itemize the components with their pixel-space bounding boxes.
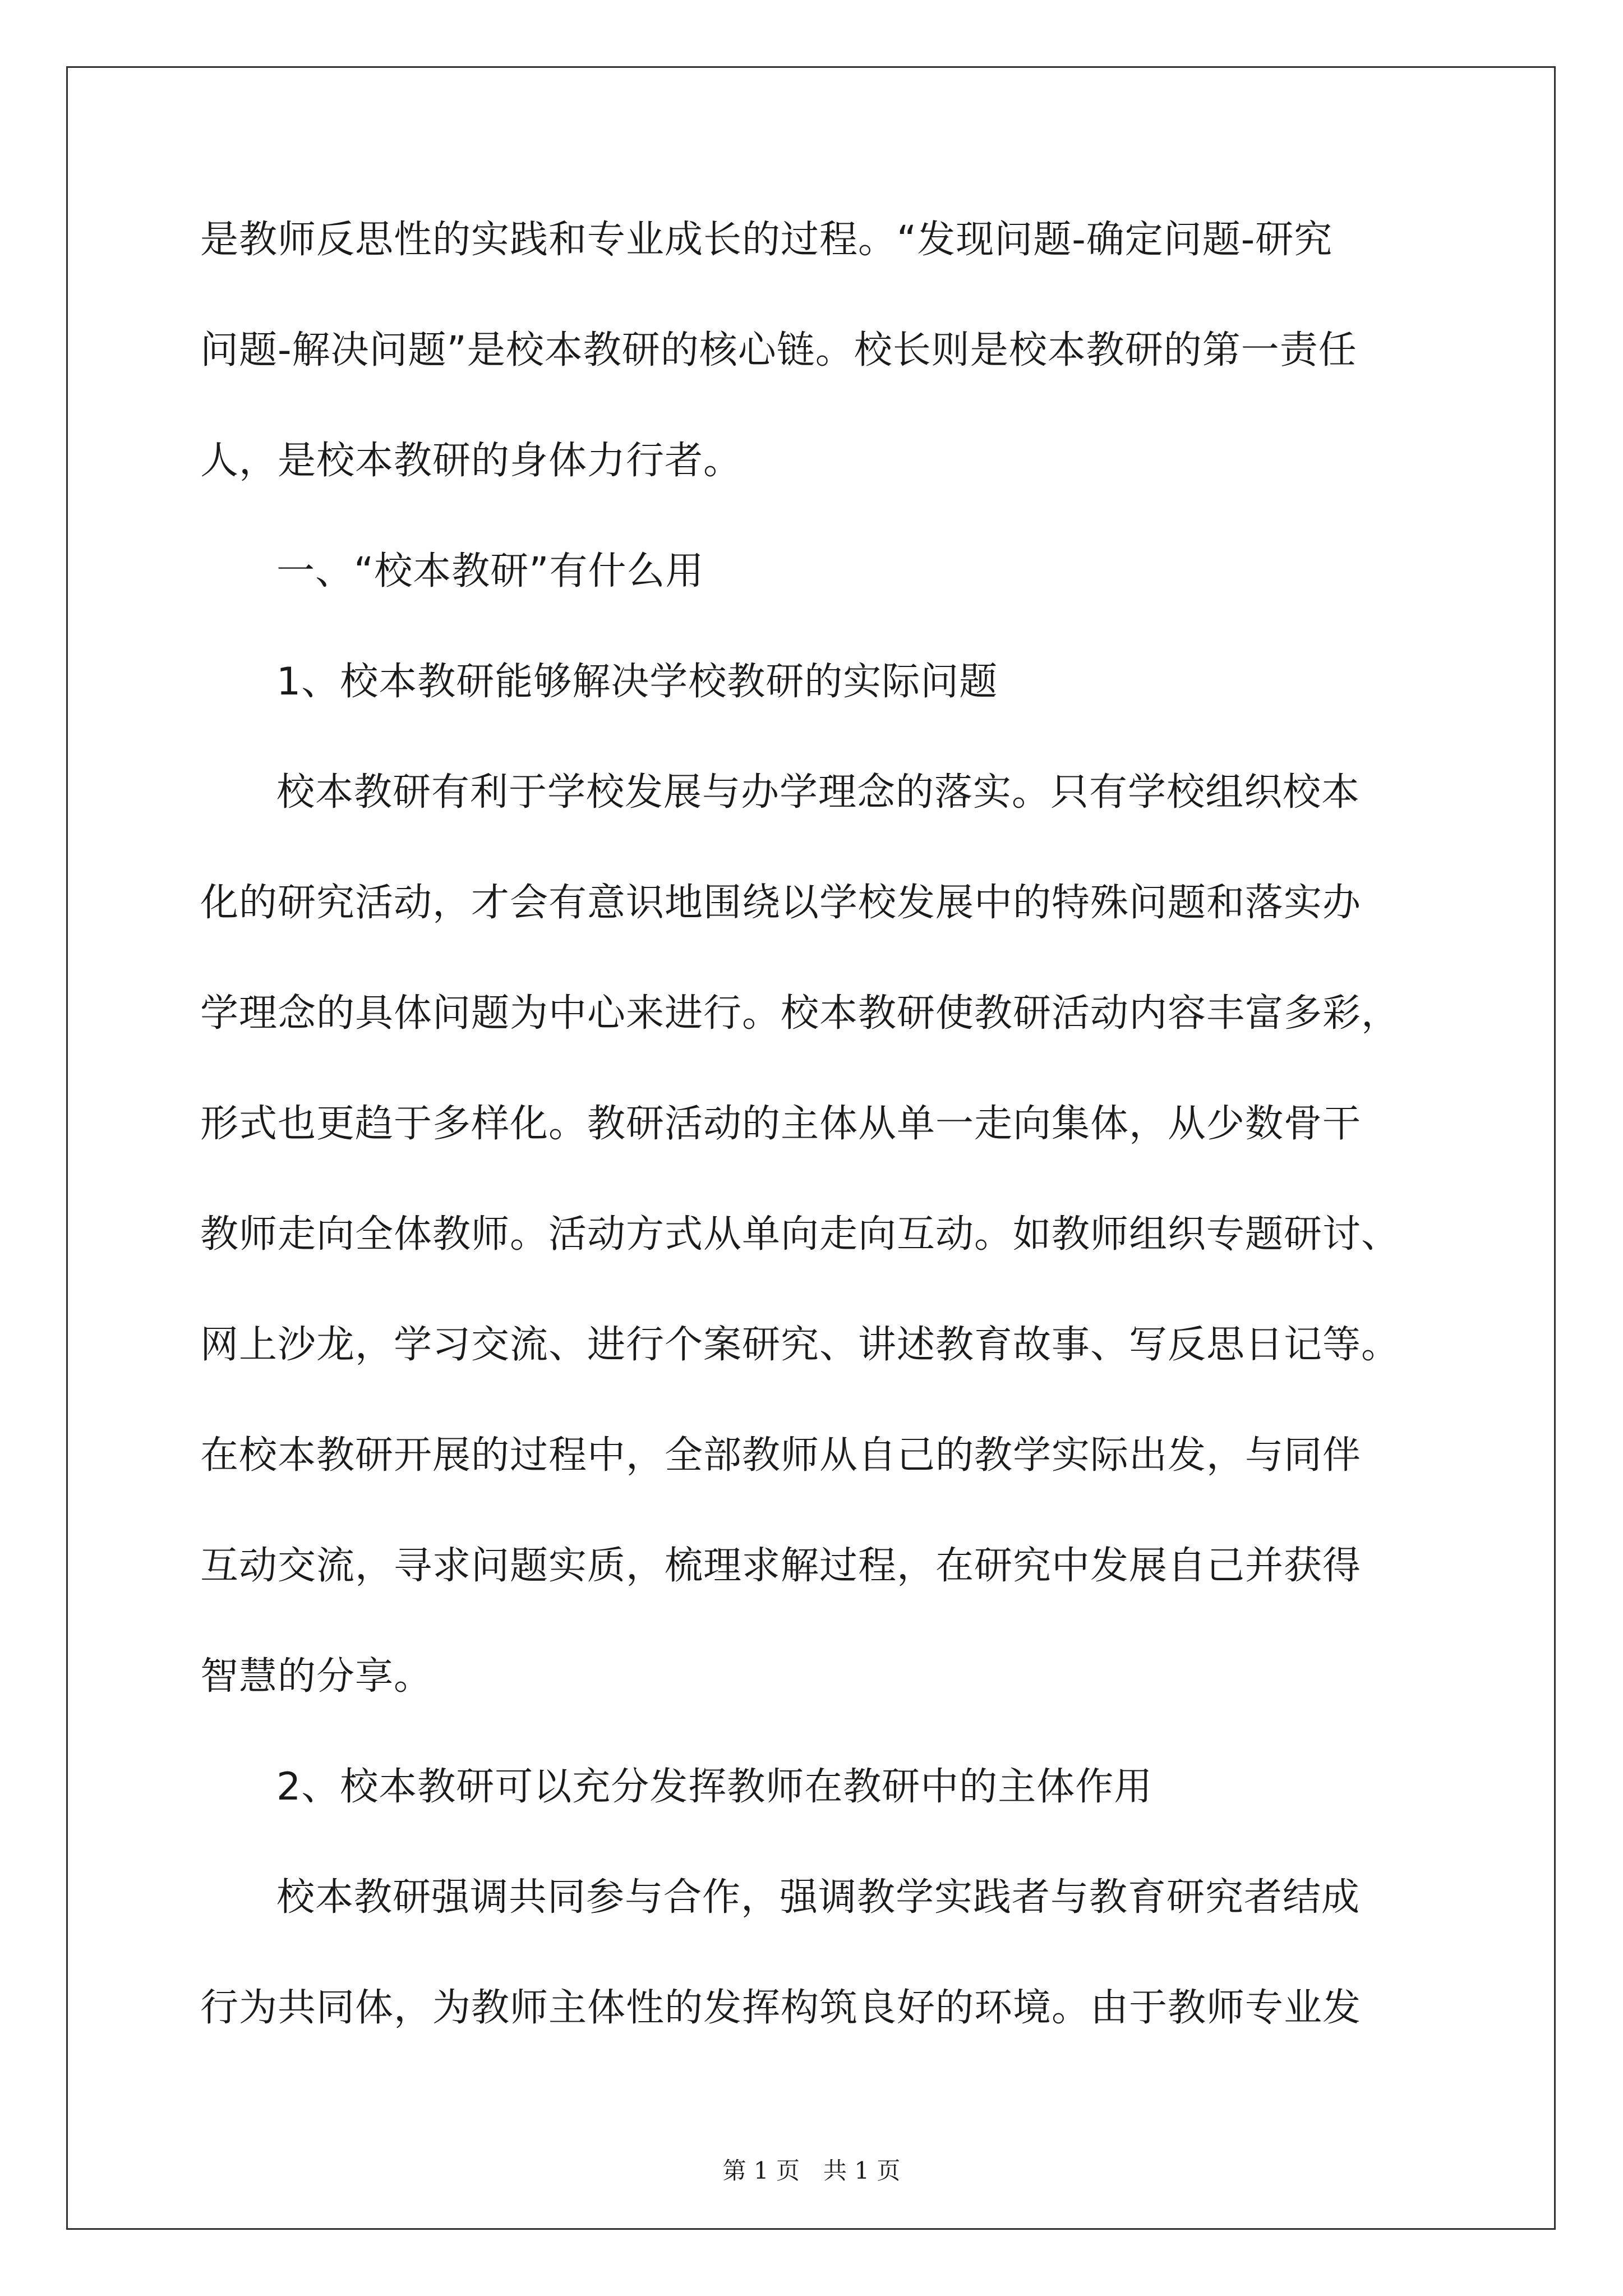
text-line: 校本教研强调共同参与合作，强调教学实践者与教育研究者结成 <box>276 1875 1361 1920</box>
text-line: 形式也更趋于多样化。教研活动的主体从单一走向集体，从少数骨干 <box>200 1102 1362 1146</box>
text-line: 网上沙龙，学习交流、进行个案研究、讲述教育故事、写反思日记等。 <box>200 1323 1400 1367</box>
text-line: 互动交流，寻求问题实质，梳理求解过程，在研究中发展自己并获得 <box>200 1544 1362 1588</box>
text-line: 问题-解决问题”是校本教研的核心链。校长则是校本教研的第一责任 <box>200 328 1357 372</box>
text-line: 在校本教研开展的过程中，全部教师从自己的教学实际出发，与同伴 <box>200 1433 1362 1478</box>
subsection-heading: 1、校本教研能够解决学校教研的实际问题 <box>276 660 998 704</box>
text-line: 校本教研有利于学校发展与办学理念的落实。只有学校组织校本 <box>276 770 1361 815</box>
text-line: 教师走向全体教师。活动方式从单向走向互动。如教师组织专题研讨、 <box>200 1212 1400 1257</box>
page-footer: 第 1 页 共 1 页 <box>722 2157 901 2184</box>
text-line: 学理念的具体问题为中心来进行。校本教研使教研活动内容丰富多彩， <box>200 991 1400 1036</box>
section-heading: 一、“校本教研”有什么用 <box>276 549 704 593</box>
subsection-heading: 2、校本教研可以充分发挥教师在教研中的主体作用 <box>276 1765 1153 1809</box>
text-line: 行为共同体，为教师主体性的发挥构筑良好的环境。由于教师专业发 <box>200 1986 1362 2030</box>
text-line: 智慧的分享。 <box>200 1654 433 1699</box>
text-line: 化的研究活动，才会有意识地围绕以学校发展中的特殊问题和落实办 <box>200 881 1362 925</box>
text-line: 人，是校本教研的身体力行者。 <box>200 439 743 483</box>
text-line: 是教师反思性的实践和专业成长的过程。“发现问题-确定问题-研究 <box>200 218 1333 262</box>
